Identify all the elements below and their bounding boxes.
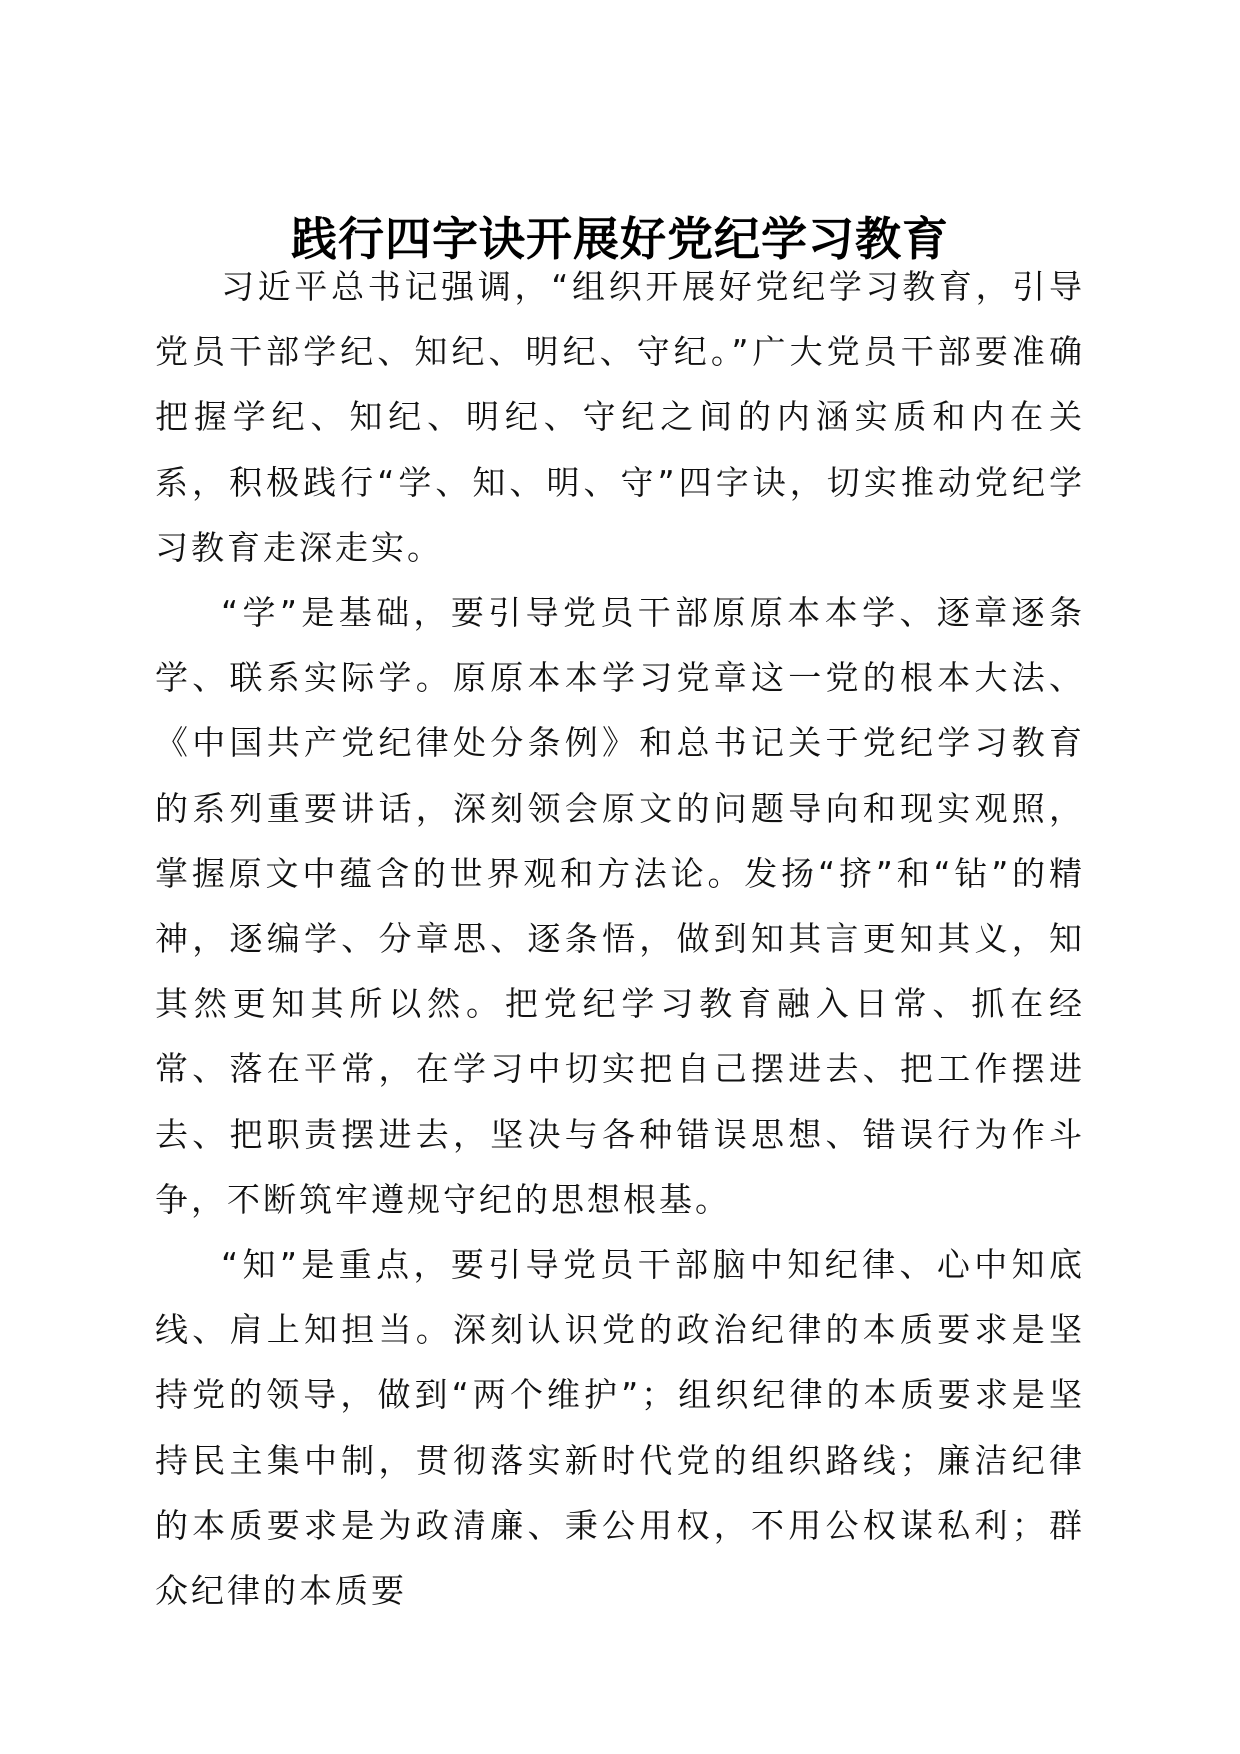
document-body — [155, 254, 1085, 1623]
paragraph-zhi: “知”是重点，要引导党员干部脑中知纪律、心中知底线、肩上知担当。深刻认识党的政治纪律的本质要求是坚持党的领导，做到“两个维护”；组织纪律的本质要求是坚持民主集中制，贯彻落实新时代党的组织路线；廉洁纪律的本质要求是为政清廉、秉公用权，不用公权谋私利；群众纪律的本质要 — [155, 1245, 1085, 1611]
paragraph-intro: 习近平总书记强调，“组织开展好党纪学习教育，引导党员干部学纪、知纪、明纪、守纪。”广大党员干部要准确把握学纪、知纪、明纪、守纪之间的内涵实质和内在关系，积极践行“学、知、明、守”四字诀，切实推动党纪学习教育走深走实。 — [155, 267, 1085, 567]
paragraph-xue: “学”是基础，要引导党员干部原原本本学、逐章逐条学、联系实际学。原原本本学习党章这一党的根本大法、《中国共产党纪律处分条例》和总书记关于党纪学习教育的系列重要讲话，深刻领会原文的问题导向和现实观照，掌握原文中蕴含的世界观和方法论。发扬“挤”和“钻”的精神，逐编学、分章思、逐条悟，做到知其言更知其义，知其然更知其所以然。把党纪学习教育融入日常、抓在经常、落在平常，在学习中切实把自己摆进去、把工作摆进去、把职责摆进去，坚决与各种错误思想、错误行为作斗争，不断筑牢遵规守纪的思想根基。 — [155, 593, 1085, 1219]
document-title: 践行四字诀开展好党纪学习教育 — [291, 211, 949, 266]
